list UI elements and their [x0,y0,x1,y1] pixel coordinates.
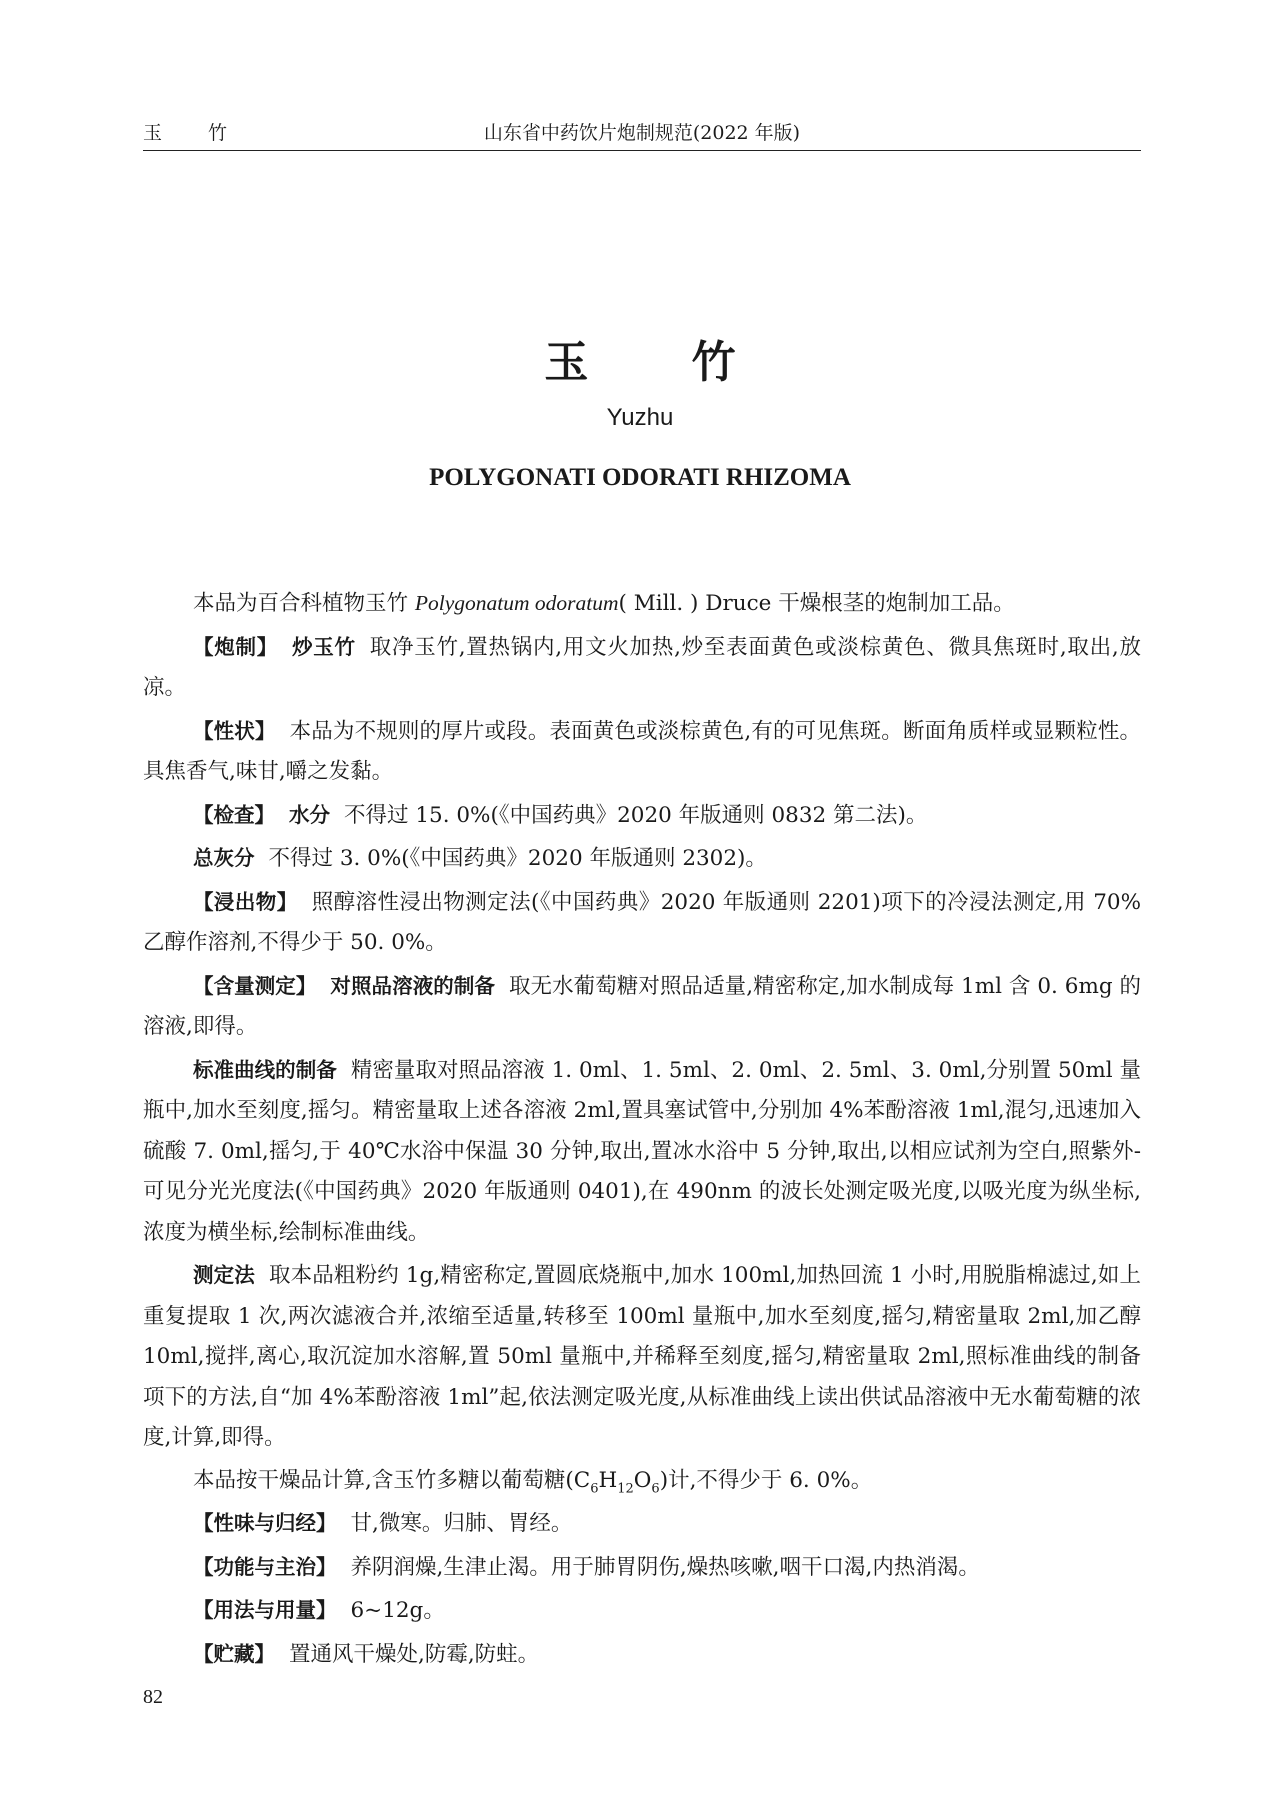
section-label: 【含量测定】 [193,973,317,998]
section-text: 本品为不规则的厚片或段。表面黄色或淡棕黄色,有的可见焦斑。断面角质样或显颗粒性。具焦香气,味甘,嚼之发黏。 [143,718,1142,784]
subsection-label: 测定法 [193,1263,255,1287]
section-label: 【检查】 [193,802,275,827]
section-label: 【性状】 [193,718,276,743]
section-label: 【性味与归经】 [193,1511,337,1535]
section-xingzhuang [143,711,1141,793]
running-head [143,112,1141,152]
page-title: 玉 竹 [544,337,780,388]
section-biaozhun [143,1050,1141,1254]
section-limit [143,1461,1141,1502]
chemical-formula: $C_6H_{12}O_6$ [573,1467,660,1496]
latin-name: POLYGONATI ODORATI RHIZOMA [429,464,851,491]
species-name: Polygonatum odoratum [414,591,619,615]
section-xingwei [143,1503,1141,1545]
section-yongfa [143,1590,1141,1632]
subsection-label: 炒玉竹 [291,634,356,659]
subsection-label: 对照品溶液的制备 [330,973,495,998]
section-text: 取本品粗粉约 1g,精密称定,置圆底烧瓶中,加水 100ml,加热回流 1 小时,用脱脂棉滤过,如上重复提取 1 次,两次滤液合并,浓缩至适量,转移至 100ml 量瓶中,加水至刻度,摇匀,精密量取 2ml,加乙醇 10ml,搅拌,离心,取沉淀加水溶解,置 50ml 量瓶中,并稀释至刻度,摇匀,精密量取 2ml,照标准曲线的制备项下的方法,自“加 4%苯酚溶液 1ml”起,依法测定吸光度,从标准曲线上读出供试品溶液中无水葡萄糖的浓度,计算,即得。 [143,1263,1141,1450]
section-jinchuwu [143,882,1141,964]
running-head-left: 玉 竹 [143,122,248,144]
section-text: 取无水葡萄糖对照品适量,精密称定,加水制成每 1ml 含 0. 6mg 的溶液,即得。 [143,973,1142,1039]
limit-pre: 本品按干燥品计算,含玉竹多糖以葡萄糖( [193,1467,574,1493]
intro-post: ( Mill. ) Druce 干燥根茎的炮制加工品。 [618,591,1015,616]
pinyin-name: Yuzhu [606,404,674,431]
section-gongneng [143,1547,1141,1589]
header-rule [143,150,1141,151]
page-number: 82 [143,1686,163,1708]
section-text: 精密量取对照品溶液 1. 0ml、1. 5ml、2. 0ml、2. 5ml、3. 0ml,分别置 50ml 量瓶中,加水至刻度,摇匀。精密量取上述各溶液 2ml,置具塞试管中,分别加 4%苯酚溶液 1ml,混匀,迅速加入硫酸 7. 0ml,摇匀,于 40℃水浴中保温 30 分钟,取出,置冰水浴中 5 分钟,取出,以相应试剂为空白,照紫外-可见分光光度法(《中国药典》2020 年版通则 0401),在 490nm 的波长处测定吸光度,以吸光度为纵坐标,浓度为横坐标,绘制标准曲线。 [143,1057,1141,1245]
section-text: 养阴润燥,生津止渴。用于肺胃阴伤,燥热咳嗽,咽干口渴,内热消渴。 [350,1554,980,1580]
subsection-label: 水分 [289,802,330,827]
monograph-body [143,583,1141,1675]
section-paozhi [143,627,1141,709]
section-text: 不得过 3. 0%(《中国药典》2020 年版通则 2302)。 [268,846,767,871]
section-hanliang [143,966,1141,1048]
running-head-title: 山东省中药饮片炮制规范(2022 年版) [483,122,801,144]
section-text: 6~12g。 [350,1598,445,1623]
section-text: 甘,微寒。归肺、胃经。 [350,1511,573,1536]
section-label: 【贮藏】 [193,1641,275,1666]
section-text: 置通风干燥处,防霉,防蛀。 [289,1641,540,1667]
section-text: 取净玉竹,置热锅内,用文火加热,炒至表面黄色或淡棕黄色、微具焦斑时,取出,放凉。 [143,634,1142,700]
section-jiancha [143,795,1141,837]
section-cedingfa [143,1255,1141,1459]
section-label: 【用法与用量】 [193,1598,337,1622]
subsection-label: 总灰分 [193,846,255,870]
section-zhucang [143,1634,1141,1676]
section-label: 【功能与主治】 [193,1554,337,1579]
intro-pre: 本品为百合科植物玉竹 [193,591,415,616]
section-zonghuifen [143,838,1141,880]
limit-post: )计,不得少于 6. 0%。 [659,1467,873,1493]
section-label: 【炮制】 [193,634,278,659]
section-text: 不得过 15. 0%(《中国药典》2020 年版通则 0832 第二法)。 [344,802,928,828]
subsection-label: 标准曲线的制备 [193,1057,337,1082]
section-label: 【浸出物】 [193,889,298,914]
intro-paragraph [143,583,1141,625]
section-text: 照醇溶性浸出物测定法(《中国药典》2020 年版通则 2201)项下的冷浸法测定,用 70%乙醇作溶剂,不得少于 50. 0%。 [143,889,1142,955]
